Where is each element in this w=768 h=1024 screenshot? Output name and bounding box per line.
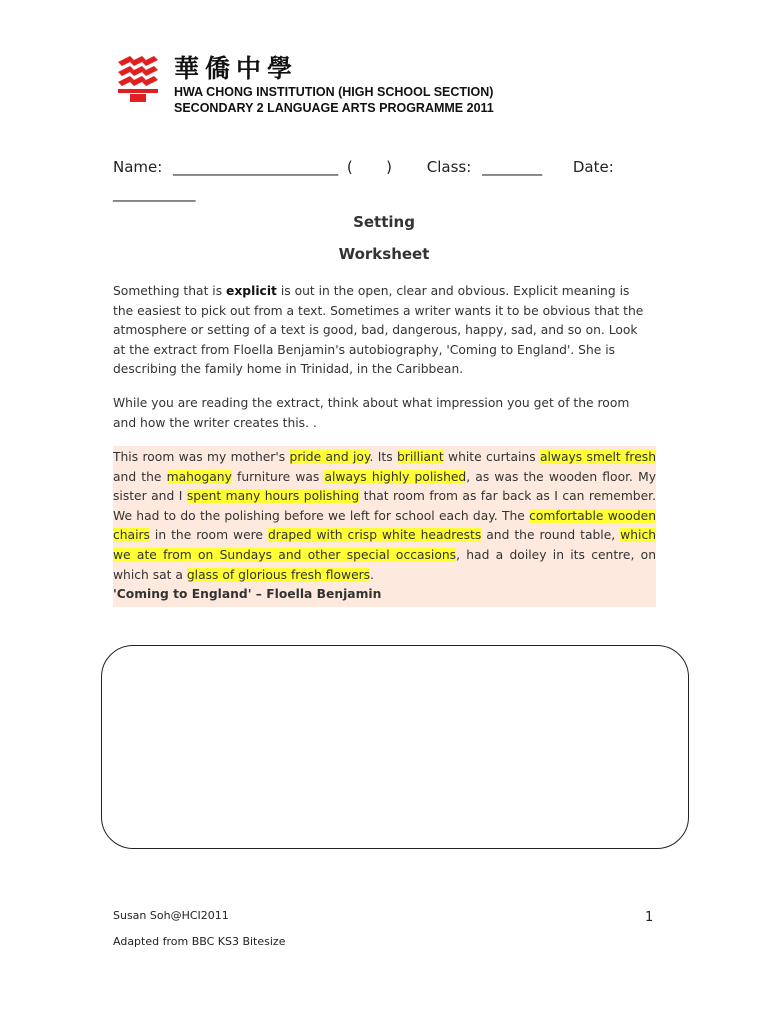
extract-segment: This room was my mother's xyxy=(113,450,290,464)
highlighted-phrase: spent many hours polishing xyxy=(186,489,360,504)
class-blank[interactable]: ________ xyxy=(482,158,543,176)
explicit-keyword: explicit xyxy=(226,284,277,298)
highlighted-phrase: glass of glorious fresh flowers xyxy=(186,567,371,582)
instruction-paragraph: While you are reading the extract, think about what impression you get of the room and how the writer creates this. . xyxy=(113,396,630,430)
highlighted-phrase: pride and joy xyxy=(289,450,370,464)
extract-segment: . xyxy=(370,567,375,582)
extract-segment: that room from as far back as I can remember. We had to do the polishing before we left for school each day. The xyxy=(113,489,657,523)
student-info-line xyxy=(113,158,614,176)
name-label: Name: xyxy=(113,158,163,176)
footer-author: Susan Soh@HCI2011 xyxy=(113,909,229,922)
date-blank[interactable]: ___________ xyxy=(113,184,196,202)
highlighted-phrase: always highly polished xyxy=(324,469,467,484)
school-logo-icon xyxy=(116,56,160,102)
school-name-heading: HWA CHONG INSTITUTION (HIGH SCHOOL SECTION) xyxy=(174,85,494,99)
programme-heading: SECONDARY 2 LANGUAGE ARTS PROGRAMME 2011 xyxy=(174,101,494,115)
highlighted-phrase: always smelt fresh xyxy=(539,450,656,464)
worksheet-subtitle: Worksheet xyxy=(338,245,430,263)
extract-segment: furniture was xyxy=(231,469,325,484)
extract-passage xyxy=(113,446,656,607)
extract-segment: white curtains xyxy=(443,450,540,464)
extract-segment: . Its xyxy=(369,450,397,464)
school-chinese-name: 華僑中學 xyxy=(174,54,299,83)
extract-segment: and the xyxy=(113,469,167,484)
highlighted-phrase: which we ate from on Sundays and other special occasions xyxy=(113,528,656,562)
extract-segment: and the round table, xyxy=(481,528,621,543)
highlighted-phrase: comfortable wooden chairs xyxy=(113,508,656,543)
highlighted-phrase: draped with crisp white headrests xyxy=(267,528,482,543)
extract-segment: , had a doiley in its centre, on which sat a xyxy=(113,547,656,582)
extract-source: 'Coming to England' – Floella Benjamin xyxy=(113,587,382,602)
intro-paragraph: Something that is explicit is out in the open, clear and obvious. Explicit meaning is the easiest to pick out from a text. Sometimes a writer wants it to be obvious that the atmosphere or setting of a text is good, bad, dangerous, happy, sad, and so on. Look at the extract from Floella Benjamin's autobiography, 'Coming to England'. She is describing the family home in Trinidad, in the Caribbean. xyxy=(113,284,644,377)
footer-adapted-source: Adapted from BBC KS3 Bitesize xyxy=(113,935,286,948)
extract-segment: in the room were xyxy=(149,528,268,543)
answer-box[interactable] xyxy=(101,645,689,849)
highlighted-phrase: brilliant xyxy=(396,450,444,464)
highlighted-phrase: mahogany xyxy=(166,469,232,484)
date-label: Date: xyxy=(572,158,614,176)
extract-segment: , as was the wooden floor. My sister and I xyxy=(113,469,656,504)
class-label: Class: xyxy=(426,158,472,176)
worksheet-title: Setting xyxy=(353,213,415,231)
page-number: 1 xyxy=(645,910,654,925)
extract-text xyxy=(113,448,656,585)
name-blank[interactable]: ______________________ xyxy=(173,158,339,176)
register-number-blank[interactable]: ( ) xyxy=(346,158,392,176)
